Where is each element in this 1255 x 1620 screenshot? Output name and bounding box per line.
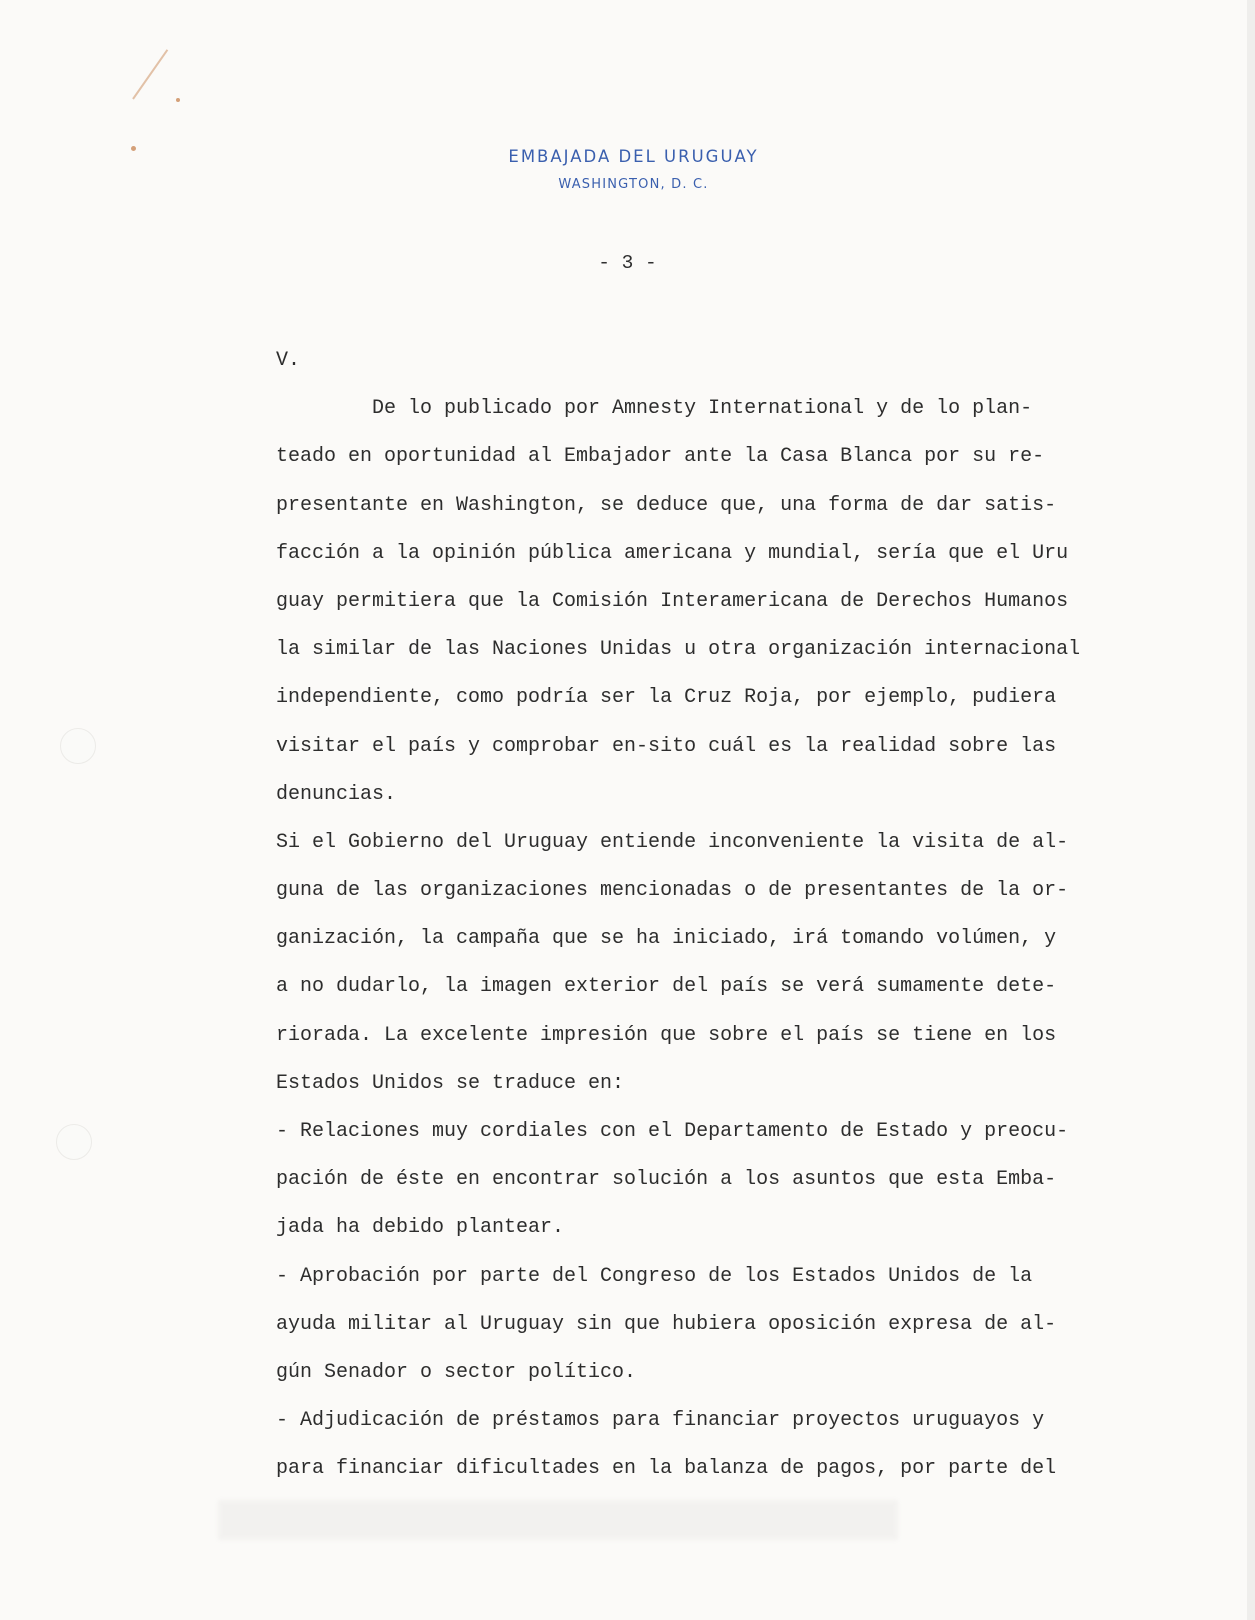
punch-hole-mark: [56, 1124, 92, 1160]
text-line: gún Senador o sector político.: [276, 1360, 637, 1384]
list-item: - Aprobación por parte del Congreso de los Estados Unidos de la: [276, 1264, 1033, 1288]
section-heading: V.: [276, 349, 301, 372]
text-line: facción a la opinión pública americana y mundial, sería que el Uru: [276, 541, 1069, 565]
page-edge-shadow: [1247, 0, 1255, 1620]
text-line: ganización, la campaña que se ha iniciado, irá tomando volúmen, y: [276, 927, 1057, 951]
list-item: - Adjudicación de préstamos para financiar proyectos uruguayos y: [276, 1409, 1045, 1433]
text-line: jada ha debido plantear.: [276, 1216, 565, 1240]
text-line: Estados Unidos se traduce en:: [276, 1071, 625, 1095]
text-line: guay permitiera que la Comisión Interamericana de Derechos Humanos: [276, 589, 1069, 613]
list-item: - Relaciones muy cordiales con el Departamento de Estado y preocu-: [276, 1120, 1069, 1143]
letterhead-embassy-name: EMBAJADA DEL URUGUAY: [508, 147, 759, 166]
text-line: visitar el país y comprobar en-sito cuál es la realidad sobre las: [276, 734, 1057, 758]
text-line: riorada. La excelente impresión que sobre el país se tiene en los: [276, 1023, 1057, 1047]
text-line: ayuda militar al Uruguay sin que hubiera oposición expresa de al-: [276, 1312, 1057, 1336]
text-line: la similar de las Naciones Unidas u otra organización internacional: [276, 638, 1081, 662]
text-line: denuncias.: [276, 782, 397, 806]
punch-hole-mark: [60, 728, 96, 764]
text-line: presentante en Washington, se deduce que, una forma de dar satis-: [276, 493, 1057, 517]
stain-speck: [176, 98, 180, 102]
text-line: a no dudarlo, la imagen exterior del país se verá sumamente dete-: [276, 975, 1057, 999]
pencil-mark: [132, 49, 168, 99]
text-line: De lo publicado por Amnesty International y de lo plan-: [276, 397, 1033, 421]
text-line: para financiar dificultades en la balanza de pagos, por parte del: [276, 1457, 1057, 1481]
bleed-through-smudge: [218, 1500, 898, 1540]
text-line: guna de las organizaciones mencionadas o de presentantes de la or-: [276, 879, 1069, 903]
page-number: - 3 -: [598, 252, 657, 274]
text-line: independiente, como podría ser la Cruz Roja, por ejemplo, pudiera: [276, 686, 1057, 710]
text-line: Si el Gobierno del Uruguay entiende inconveniente la visita de al-: [276, 830, 1069, 854]
text-line: teado en oportunidad al Embajador ante la Casa Blanca por su re-: [276, 445, 1045, 469]
document-body: [276, 337, 1236, 1494]
letterhead-location: WASHINGTON, D. C.: [558, 177, 709, 192]
text-line: pación de éste en encontrar solución a los asuntos que esta Emba-: [276, 1168, 1057, 1192]
